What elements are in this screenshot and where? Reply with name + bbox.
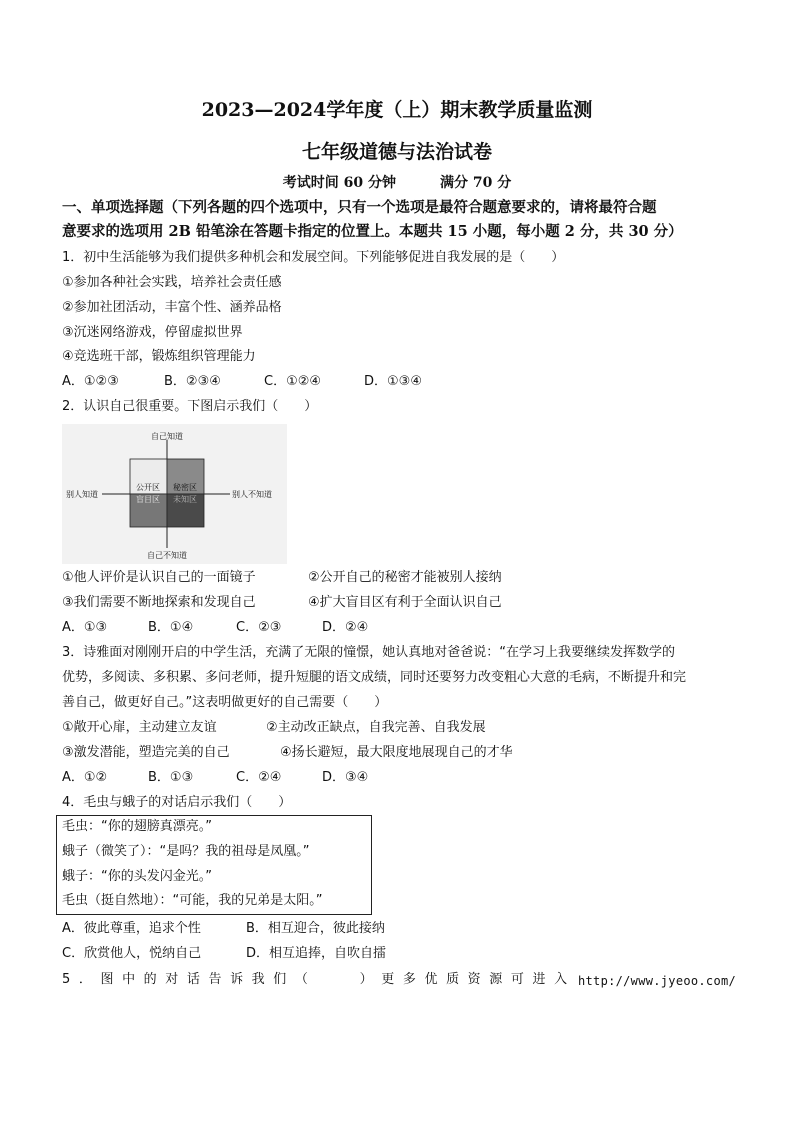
q2-item: ④扩大盲目区有利于全面认识自己 <box>308 595 502 610</box>
exam-time: 考试时间 60 分钟 <box>282 175 396 191</box>
q1-item: ②参加社团活动，丰富个性、涵养品格 <box>62 300 282 315</box>
q3-choice-b: B．①③ <box>148 770 194 785</box>
section-instruction-line-2: 意要求的选项用 2B 铅笔涂在答题卡指定的位置上。本题共 15 小题，每小题 2 分，共 30 分） <box>62 223 683 240</box>
exam-score: 满分 70 分 <box>440 175 512 191</box>
q4-choice-d: D．相互追捧，自吹自擂 <box>246 946 387 961</box>
label-blind-area: 盲目区 <box>136 495 160 504</box>
johari-window-svg <box>62 424 287 564</box>
q2-item: ③我们需要不断地探索和发现自己 <box>62 595 256 610</box>
label-others-not-know: 别人不知道 <box>232 490 272 499</box>
exam-meta <box>0 174 794 192</box>
q2-choices <box>62 619 368 637</box>
q5-stem: 5．图中的对话告诉我们（ ）更多优质资源可进入 <box>62 972 576 987</box>
q1-item: ③沉迷网络游戏，停留虚拟世界 <box>62 325 243 340</box>
q3-item: ①敞开心扉，主动建立友谊 <box>62 720 217 735</box>
q3-item: ④扬长避短，最大限度地展现自己的才华 <box>280 745 513 760</box>
label-secret-area: 秘密区 <box>173 483 197 492</box>
q2-choice-d: D．②④ <box>322 620 369 635</box>
q3-choice-d: D．③④ <box>322 770 369 785</box>
q1-choice-a: A．①②③ <box>62 374 119 389</box>
q4-dialog-line: 毛虫：“你的翅膀真漂亮。” <box>62 819 212 834</box>
q2-items-row-1 <box>62 569 502 587</box>
q3-stem-line-2: 优势，多阅读、多积累、多问老师，提升短腿的语文成绩，同时还要努力改变粗心大意的毛病，不断提升和完 <box>62 670 687 685</box>
q3-choices <box>62 769 368 787</box>
q4-choice-c: C．欣赏他人，悦纳自己 <box>62 946 202 961</box>
q1-item: ①参加各种社会实践，培养社会责任感 <box>62 275 282 290</box>
q3-stem-line-1: 3．诗雅面对刚刚开启的中学生活，充满了无限的憧憬，她认真地对爸爸说：“在学习上我要继续发挥数学的 <box>62 645 676 660</box>
exam-title: 2023—2024学年度（上）期末教学质量监测 <box>201 99 593 121</box>
label-others-know: 别人知道 <box>66 490 98 499</box>
q2-choice-c: C．②③ <box>236 620 282 635</box>
label-self-knows: 自己知道 <box>151 432 183 441</box>
q3-items-row-1 <box>62 719 486 737</box>
q4-choice-b: B．相互迎合，彼此接纳 <box>246 921 385 936</box>
johari-window-diagram <box>62 424 287 564</box>
q3-items-row-2 <box>62 744 513 762</box>
q4-dialog-line: 蛾子（微笑了）：“是吗？我的祖母是凤凰。” <box>62 844 310 859</box>
q3-item: ②主动改正缺点，自我完善、自我发展 <box>266 720 486 735</box>
q2-choice-a: A．①③ <box>62 620 108 635</box>
source-link[interactable]: http://www.jyeoo.com/ <box>578 974 737 988</box>
q2-stem: 2．认识自己很重要。下图启示我们（ ） <box>62 399 318 414</box>
q4-dialog-line: 蛾子：“你的头发闪金光。” <box>62 869 212 884</box>
q1-stem: 1．初中生活能够为我们提供多种机会和发展空间。下列能够促进自我发展的是（ ） <box>62 250 565 265</box>
section-instruction-line-1: 一、单项选择题（下列各题的四个选项中，只有一个选项是最符合题意要求的，请将最符合题 <box>62 199 657 216</box>
q2-item: ②公开自己的秘密才能被别人接纳 <box>308 570 502 585</box>
label-unknown-area: 未知区 <box>173 495 197 504</box>
q4-choices-row-2 <box>62 945 386 963</box>
q3-choice-c: C．②④ <box>236 770 282 785</box>
q4-stem: 4．毛虫与蛾子的对话启示我们（ ） <box>62 795 292 810</box>
q1-choices <box>62 373 422 391</box>
q4-choice-a: A．彼此尊重，追求个性 <box>62 921 201 936</box>
q1-choice-b: B．②③④ <box>164 374 221 389</box>
q1-choice-c: C．①②④ <box>264 374 322 389</box>
q3-stem-line-3: 善自己，做更好自己。”这表明做更好的自己需要（ ） <box>62 695 388 710</box>
q1-choice-d: D．①③④ <box>364 374 422 389</box>
q3-choice-a: A．①② <box>62 770 108 785</box>
q2-choice-b: B．①④ <box>148 620 194 635</box>
exam-subtitle: 七年级道德与法治试卷 <box>301 141 492 163</box>
q2-item: ①他人评价是认识自己的一面镜子 <box>62 570 256 585</box>
q3-item: ③激发潜能，塑造完美的自己 <box>62 745 230 760</box>
q1-item: ④竞选班干部，锻炼组织管理能力 <box>62 349 256 364</box>
q4-choices-row-1 <box>62 920 385 938</box>
q4-dialog-line: 毛虫（挺自然地）：“可能，我的兄弟是太阳。” <box>62 893 323 908</box>
label-self-not-know: 自己不知道 <box>147 551 187 560</box>
q2-items-row-2 <box>62 594 502 612</box>
label-open-area: 公开区 <box>136 483 160 492</box>
